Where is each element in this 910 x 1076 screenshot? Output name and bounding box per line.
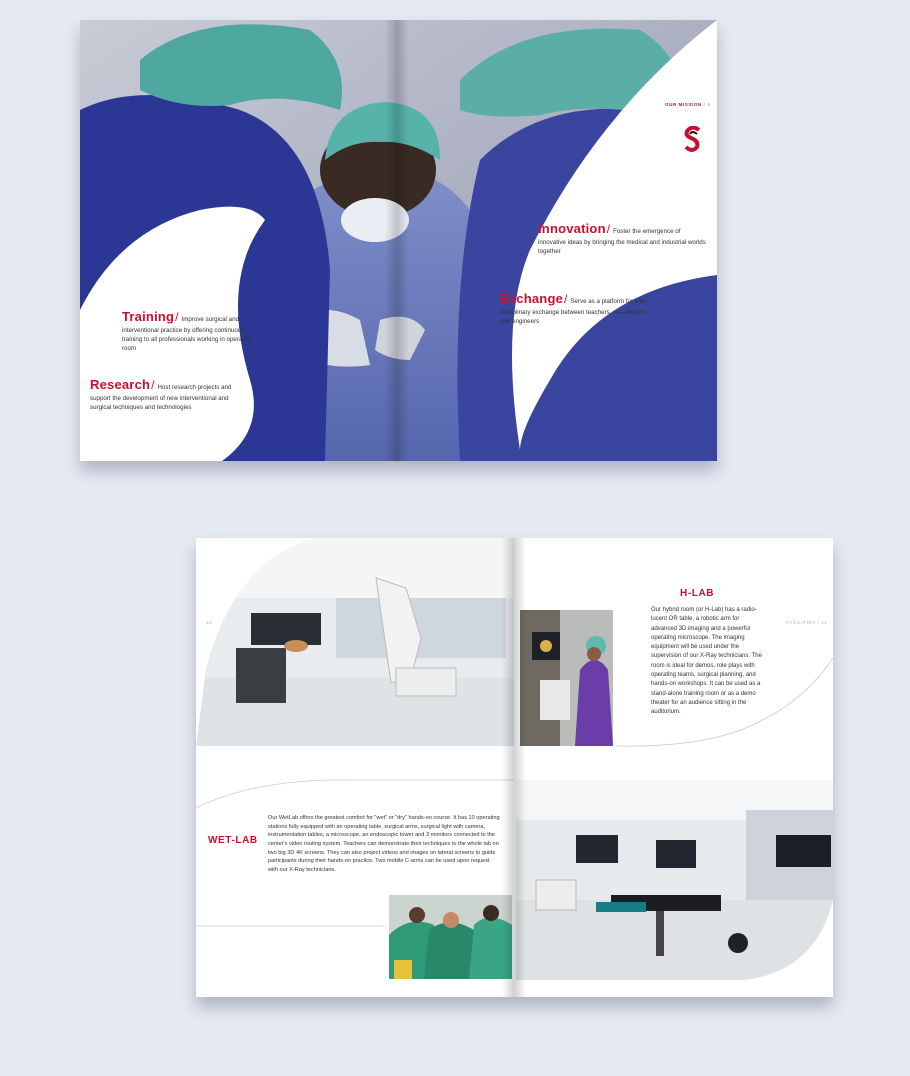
innovation-section	[538, 220, 708, 257]
h-lab-description: Our hybrid room (or H-Lab) has a radio-lucent OR table, a robotic arm for advanced 3D imaging and a powerful operating microscope. The imaging equipment will be used under the supervision of our X-Ray technicians. The room is ideal for demos, role plays with operating teams, surgical planning, and hands-on workshops. It can be used as a stand-alone training room or as a demo theater for an audience sitting in the auditorium.	[651, 607, 762, 716]
slash-divider: /	[606, 222, 611, 236]
facilities-running-head: FACILITIES / 11	[786, 620, 828, 625]
training-text: Improve surgical and interventional practice by offering continuous training to all professionals working in operating room	[122, 316, 253, 352]
wet-lab-title: WET-LAB	[208, 835, 258, 846]
right-page-number: 11	[821, 620, 828, 625]
slash-divider: /	[564, 292, 568, 306]
slash-divider: /	[151, 378, 155, 392]
exchange-title: Exchange	[500, 291, 564, 306]
facilities-running-title: FACILITIES	[786, 620, 816, 625]
exchange-text: Serve as a platform for inter-disciplinary exchange between teachers, researchers and engineers	[500, 298, 649, 325]
innovation-text: Foster the emergence of innovative ideas by bringing the medical and industrial worlds together	[538, 228, 706, 255]
running-head-title: OUR MISSION	[665, 102, 702, 107]
wet-lab-training-photo	[389, 895, 512, 979]
wet-lab-description: Our WetLab offers the greatest comfort for "wet" or "dry" hands-on course. It has 10 operating stations fully equipped with an operating table, surgical arms, surgical light with camera, instrumentation tables, a microscope, an endoscopic tower and 3 monitors connected to the center's video routing system. Teachers can demonstrate their techniques to the whole lab on two big 3D 4K screens. They can also project videos and images on lateral screens to guide participants during their hands-on practice. Two mobile C-arms can be used upon request with our X-Ray technicians.	[268, 815, 500, 873]
training-section	[122, 308, 262, 354]
research-text: Host research projects and support the development of new interventional and surgical techniques and technologies	[90, 384, 232, 411]
innovation-title: Innovation	[538, 221, 606, 236]
slash-divider: /	[175, 310, 179, 324]
exchange-section	[500, 290, 650, 327]
facilities-brochure-spread	[196, 538, 833, 997]
brand-logo	[684, 126, 702, 152]
mission-brochure-spread	[80, 20, 717, 461]
h-lab-title: H-LAB	[680, 588, 715, 599]
running-page-number: 9	[707, 102, 711, 107]
running-head: OUR MISSION / 9	[665, 102, 711, 107]
white-curve-right-bottom	[516, 780, 833, 980]
research-section	[90, 376, 240, 413]
training-title: Training	[122, 309, 175, 324]
research-title: Research	[90, 377, 151, 392]
left-page-number: 10	[206, 620, 213, 625]
